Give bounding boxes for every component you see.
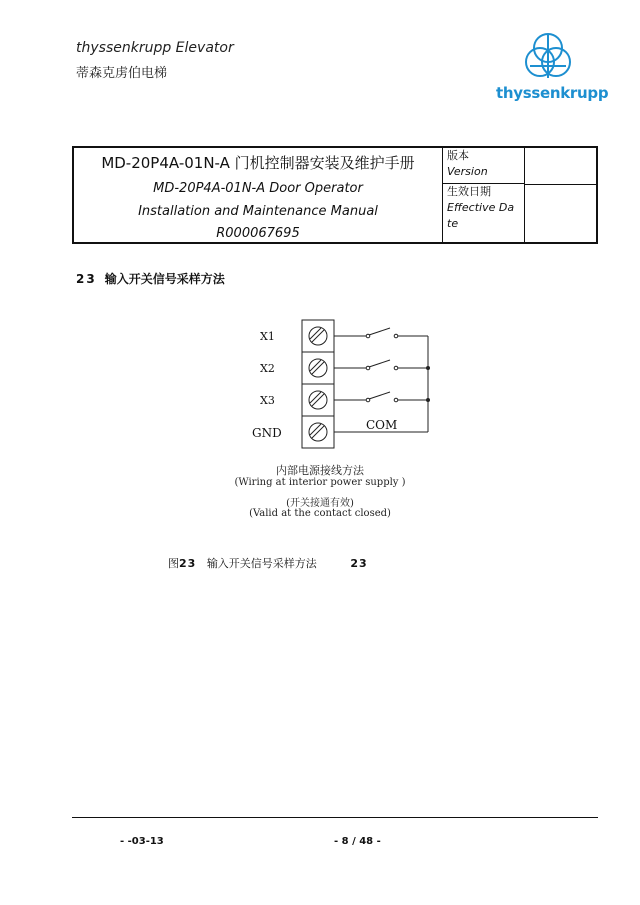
section-title: 输入开关信号采样方法 — [104, 272, 225, 286]
document-number: R000067695 — [216, 226, 300, 241]
date-label-cn: 生效日期 — [447, 185, 491, 198]
version-label-en: Version — [447, 165, 488, 178]
version-value — [525, 148, 596, 185]
footer-date: - -03-13 — [120, 836, 164, 847]
wiring-schematic — [240, 312, 440, 452]
diagram-caption-en: (Wiring at interior power supply ) — [234, 477, 406, 488]
date-label-en-1: Effective Da — [447, 201, 515, 214]
figure-prefix: 图 — [168, 557, 179, 570]
logo-emblem-icon — [496, 28, 600, 86]
company-name-cn: 蒂森克虏伯电梯 — [76, 66, 168, 81]
figure-number: 23 — [179, 557, 197, 570]
wiring-diagram — [240, 312, 440, 452]
diagram-caption-cn: 内部电源接线方法 — [276, 464, 364, 477]
title-en-line2: Installation and Maintenance Manual — [138, 204, 378, 219]
section-heading — [76, 270, 225, 287]
figure-trailing-number: 23 — [350, 557, 368, 570]
diagram-note-cn: (开关接通有效) — [286, 498, 354, 509]
footer-divider — [72, 817, 598, 818]
version-label-cn: 版本 — [447, 149, 469, 162]
terminal-label-x1: X1 — [260, 330, 275, 343]
version-label-cell — [443, 148, 525, 184]
terminal-label-x3: X3 — [260, 394, 275, 407]
date-label-en-2: te — [447, 217, 459, 230]
date-value — [525, 184, 596, 242]
logo-text: thyssenkrupp — [496, 84, 609, 102]
figure-caption — [168, 555, 368, 571]
company-name-en: thyssenkrupp Elevator — [76, 40, 234, 56]
com-label: COM — [366, 418, 398, 432]
thyssenkrupp-logo — [496, 28, 609, 106]
date-label-cell — [443, 184, 525, 242]
page-number: - 8 / 48 - — [334, 836, 381, 847]
terminal-label-gnd: GND — [252, 426, 282, 440]
terminal-label-x2: X2 — [260, 362, 275, 375]
document-title-table — [72, 146, 598, 244]
section-number: 23 — [76, 272, 97, 286]
diagram-note-en: (Valid at the contact closed) — [249, 508, 391, 519]
title-cn: MD-20P4A-01N-A 门机控制器安装及维护手册 — [101, 154, 415, 172]
title-en-line1: MD-20P4A-01N-A Door Operator — [153, 181, 363, 196]
title-cell — [74, 148, 443, 242]
figure-title: 输入开关信号采样方法 — [206, 557, 317, 570]
